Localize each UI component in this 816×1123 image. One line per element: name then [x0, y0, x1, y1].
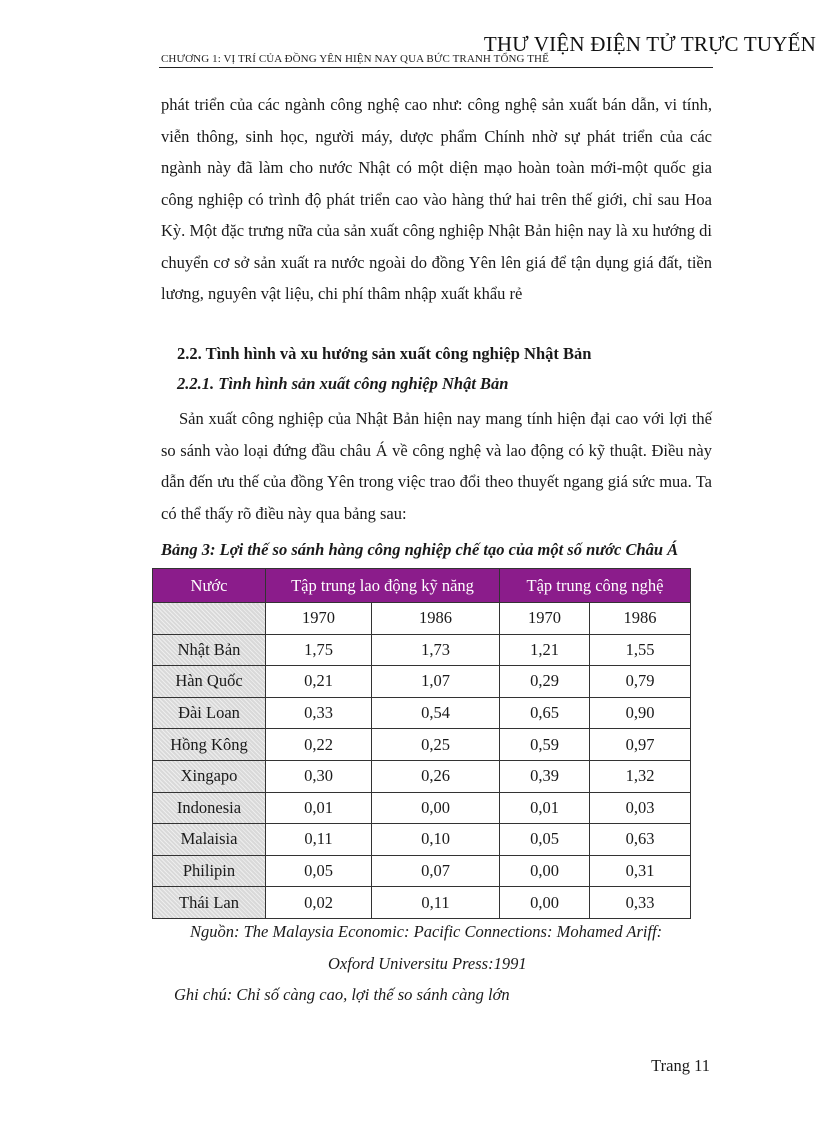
value-cell: 1,75 — [266, 634, 372, 666]
value-cell: 0,33 — [266, 697, 372, 729]
body-paragraph-1: phát triển của các ngành công nghệ cao như: công nghệ sản xuất bán dẫn, vi tính, viễn thông, sinh học, người máy, dược phẩm Chính nhờ sự phát triển của các ngành này đã làm cho nước Nhật có một diện mạo hoàn toàn mới-một quốc gia công nghiệp có trình độ phát triển cao vào hàng thứ hai trên thế giới, chỉ sau Hoa Kỳ. Một đặc trưng nữa của sản xuất công nghiệp Nhật Bản hiện nay là xu hướng di chuyển cơ sở sản xuất ra nước ngoài do đồng Yên lên giá để tận dụng giá đất, tiền lương, nguyên vật liệu, chi phí thâm nhập xuất khẩu rẻ — [161, 95, 712, 303]
table-row — [153, 792, 691, 824]
value-cell: 0,21 — [266, 666, 372, 698]
value-cell: 0,11 — [372, 887, 500, 919]
value-cell: 1,32 — [590, 760, 691, 792]
value-cell: 0,03 — [590, 792, 691, 824]
year-cell: 1970 — [500, 603, 590, 635]
value-cell: 0,05 — [500, 824, 590, 856]
value-cell: 0,07 — [372, 855, 500, 887]
value-cell: 0,65 — [500, 697, 590, 729]
value-cell: 0,79 — [590, 666, 691, 698]
country-cell: Philipin — [153, 855, 266, 887]
table-source-line-1: Nguồn: The Malaysia Economic: Pacific Connections: Mohamed Ariff: — [190, 922, 663, 941]
value-cell: 1,21 — [500, 634, 590, 666]
year-cell: 1986 — [590, 603, 691, 635]
header-technology: Tập trung công nghệ — [500, 569, 691, 603]
value-cell: 0,31 — [590, 855, 691, 887]
country-cell: Hồng Kông — [153, 729, 266, 761]
year-cell: 1970 — [266, 603, 372, 635]
value-cell: 0,59 — [500, 729, 590, 761]
value-cell: 0,90 — [590, 697, 691, 729]
value-cell: 0,29 — [500, 666, 590, 698]
country-cell: Hàn Quốc — [153, 666, 266, 698]
country-cell: Malaisia — [153, 824, 266, 856]
page-number: Trang 11 — [651, 1056, 710, 1075]
value-cell: 0,39 — [500, 760, 590, 792]
value-cell: 0,00 — [500, 855, 590, 887]
table-row — [153, 887, 691, 919]
value-cell: 0,26 — [372, 760, 500, 792]
table-row — [153, 697, 691, 729]
value-cell: 0,54 — [372, 697, 500, 729]
value-cell: 0,00 — [372, 792, 500, 824]
table-year-row — [153, 603, 691, 635]
value-cell: 0,01 — [266, 792, 372, 824]
value-cell: 0,22 — [266, 729, 372, 761]
value-cell: 1,07 — [372, 666, 500, 698]
table-header-row — [153, 569, 691, 603]
year-row-blank-cell — [153, 603, 266, 635]
chapter-header: CHƯƠNG 1: VỊ TRÍ CỦA ĐỒNG YÊN HIỆN NAY QUA BỨC TRANH TỔNG THỂ — [161, 53, 549, 65]
value-cell: 0,97 — [590, 729, 691, 761]
table-row — [153, 760, 691, 792]
header-country: Nước — [153, 569, 266, 603]
library-watermark-header: THƯ VIỆN ĐIỆN TỬ TRỰC TUYẾN — [483, 32, 816, 56]
value-cell: 1,55 — [590, 634, 691, 666]
country-cell: Đài Loan — [153, 697, 266, 729]
country-cell: Nhật Bản — [153, 634, 266, 666]
comparative-advantage-table — [152, 568, 691, 919]
country-cell: Indonesia — [153, 792, 266, 824]
country-cell: Xingapo — [153, 760, 266, 792]
table-row — [153, 729, 691, 761]
section-heading: 2.2. Tình hình và xu hướng sản xuất công nghiệp Nhật Bản — [177, 344, 592, 363]
table-row — [153, 824, 691, 856]
value-cell: 1,73 — [372, 634, 500, 666]
body-paragraph-2: Sản xuất công nghiệp của Nhật Bản hiện nay mang tính hiện đại cao với lợi thế so sánh vào loại đứng đầu châu Á về công nghệ và lao động có kỹ thuật. Điều này dẫn đến ưu thế của đồng Yên trong việc trao đổi theo thuyết ngang giá sức mua. Ta có thể thấy rõ điều này qua bảng sau: — [161, 409, 712, 523]
subsection-heading: 2.2.1. Tình hình sản xuất công nghiệp Nhật Bản — [177, 374, 509, 393]
year-cell: 1986 — [372, 603, 500, 635]
value-cell: 0,00 — [500, 887, 590, 919]
value-cell: 0,30 — [266, 760, 372, 792]
table-note: Ghi chú: Chỉ số càng cao, lợi thế so sánh càng lớn — [174, 985, 510, 1004]
header-divider — [159, 67, 713, 68]
header-skilled-labor: Tập trung lao động kỹ năng — [266, 569, 500, 603]
value-cell: 0,25 — [372, 729, 500, 761]
value-cell: 0,01 — [500, 792, 590, 824]
value-cell: 0,33 — [590, 887, 691, 919]
table-source-line-2: Oxford Universitu Press:1991 — [328, 954, 527, 973]
table-row — [153, 855, 691, 887]
value-cell: 0,10 — [372, 824, 500, 856]
table-row — [153, 634, 691, 666]
value-cell: 0,11 — [266, 824, 372, 856]
value-cell: 0,05 — [266, 855, 372, 887]
value-cell: 0,02 — [266, 887, 372, 919]
value-cell: 0,63 — [590, 824, 691, 856]
table-caption: Bảng 3: Lợi thế so sánh hàng công nghiệp chế tạo của một số nước Châu Á — [161, 540, 679, 559]
table-row — [153, 666, 691, 698]
country-cell: Thái Lan — [153, 887, 266, 919]
